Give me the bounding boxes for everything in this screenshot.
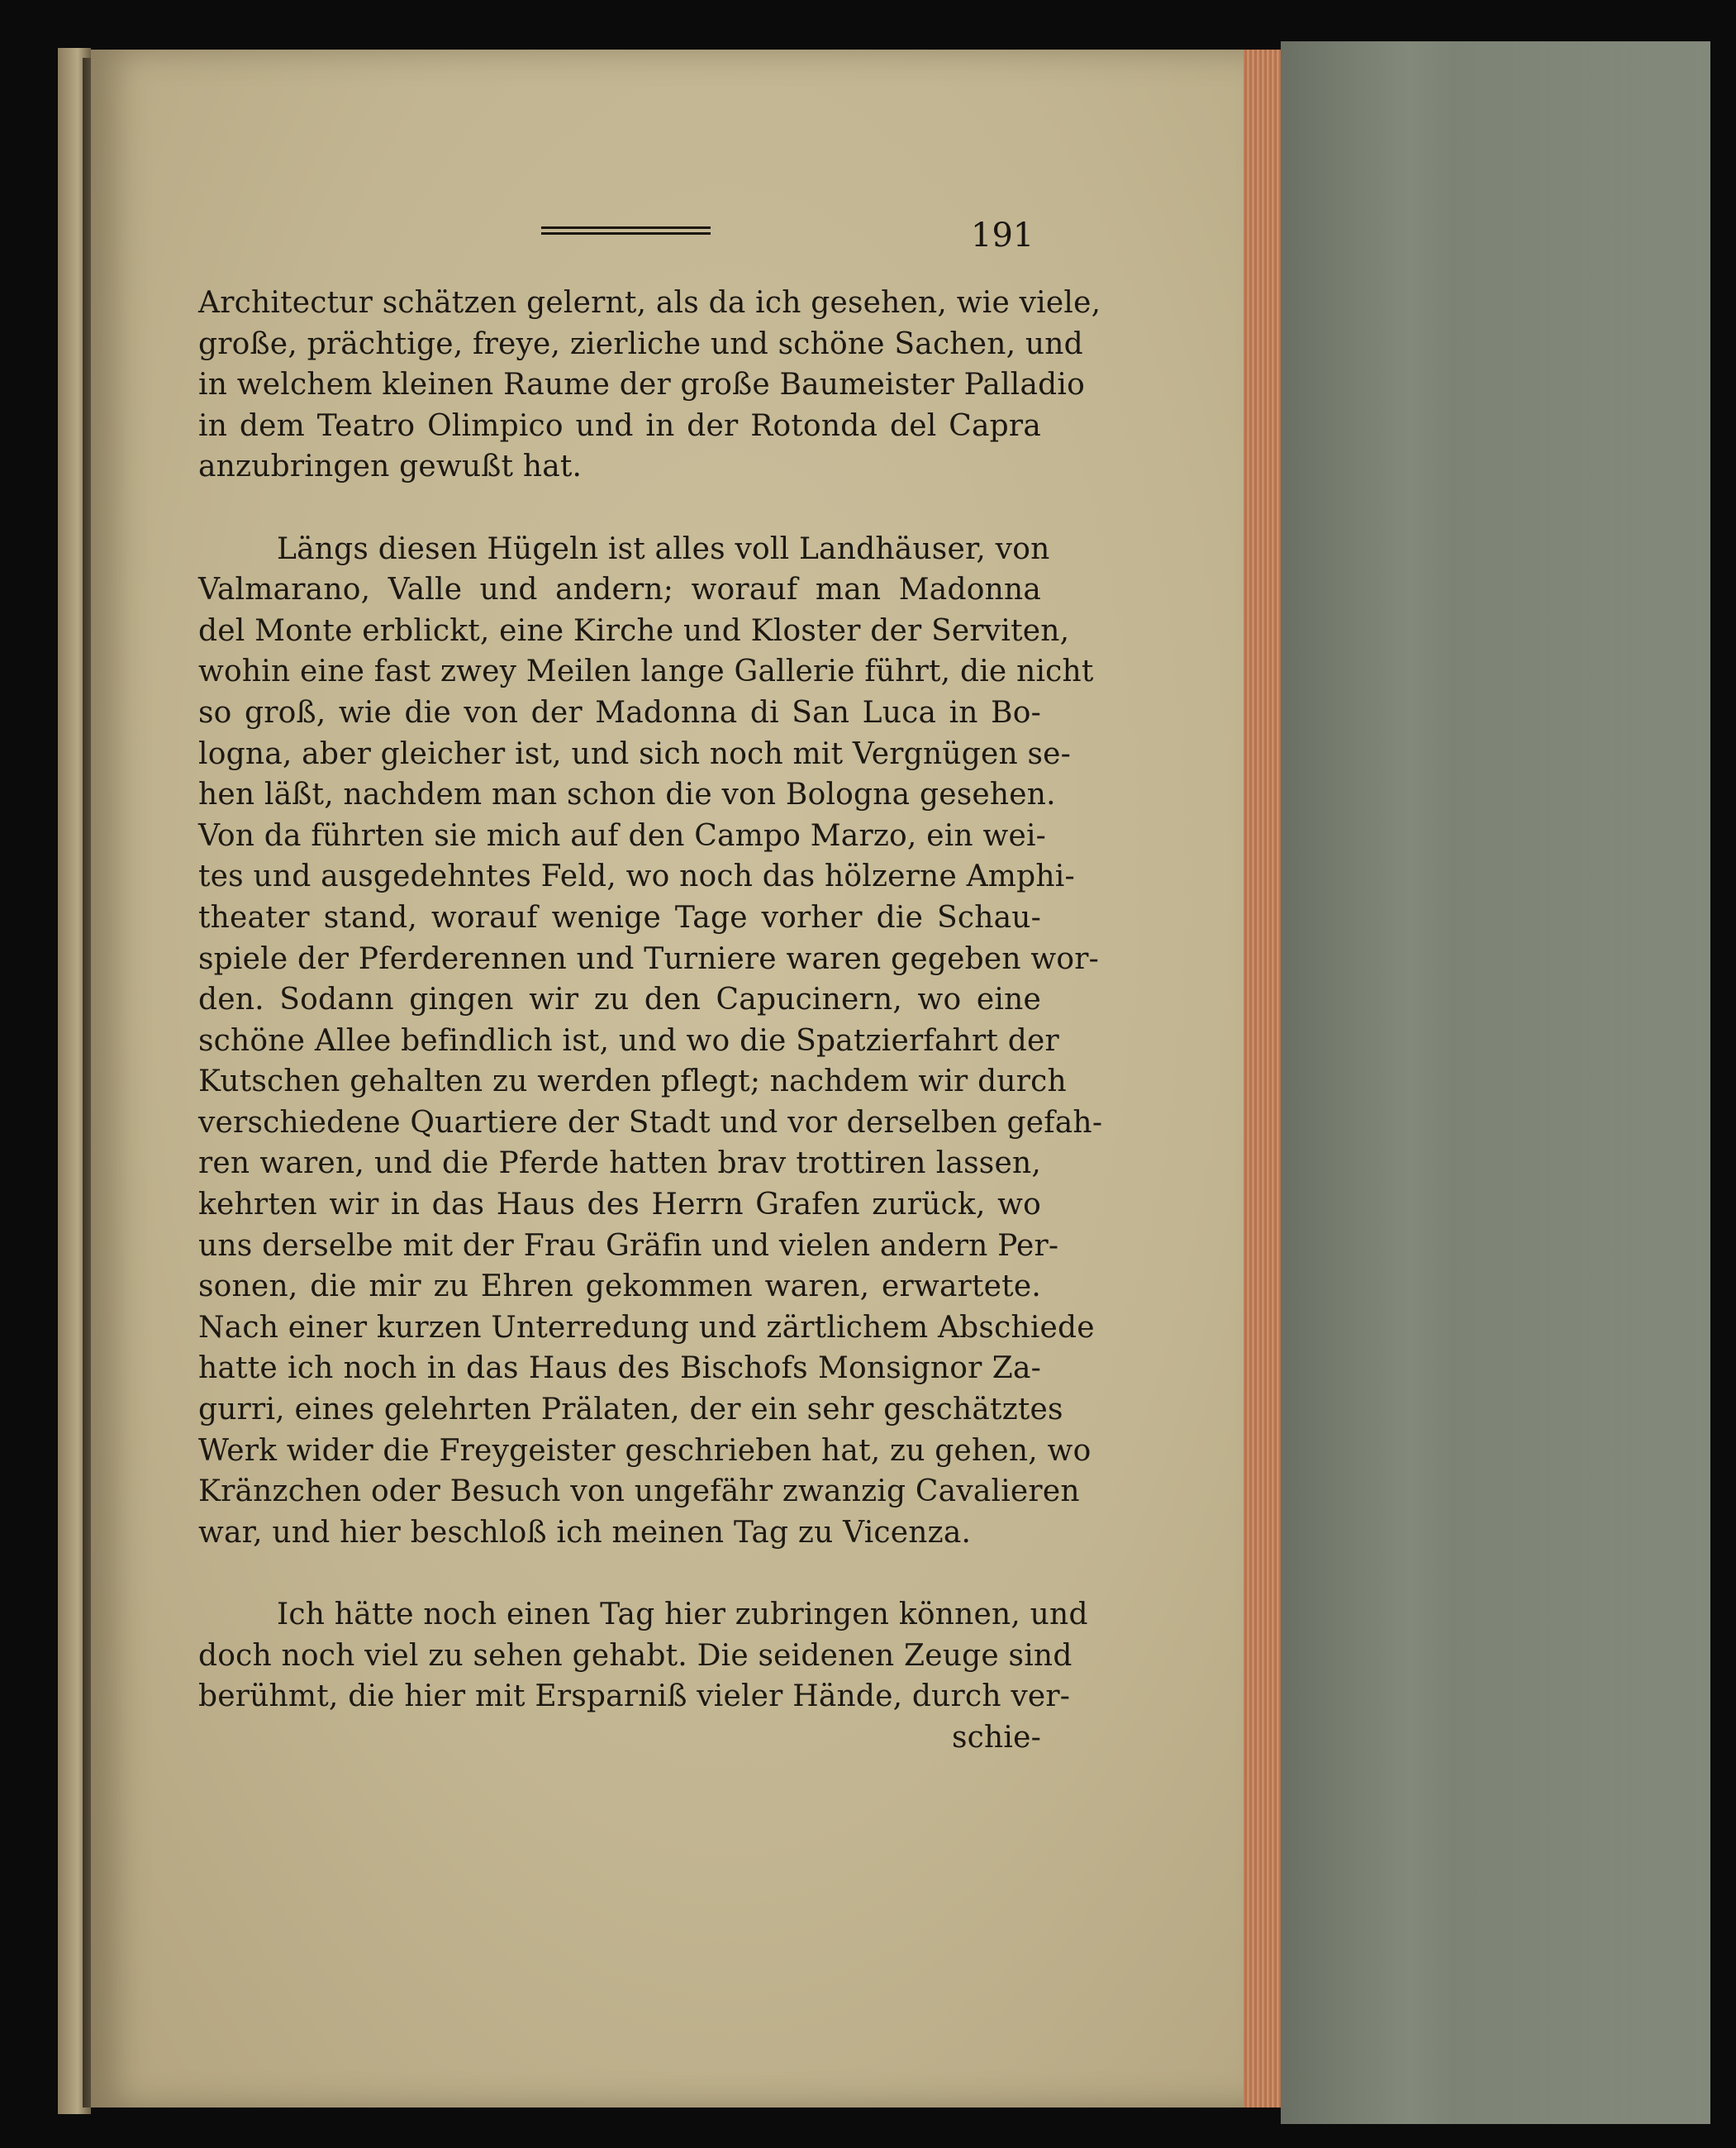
- text-line: Ich hätte noch einen Tag hier zubringen können, und: [277, 1598, 1088, 1631]
- text-line: Werk wider die Freygeister geschrieben hat, zu gehen, wo: [198, 1433, 1092, 1468]
- cover-shadow: [1281, 41, 1710, 2124]
- text-line: Längs diesen Hügeln ist alles voll Landhäuser, von: [277, 531, 1050, 566]
- header-rule: [541, 226, 711, 235]
- text-line: berühmt, die hier mit Ersparniß vieler Hände, durch ver-: [198, 1679, 1071, 1714]
- text-line: anzubringen gewußt hat.: [198, 450, 583, 484]
- text-line: spiele der Pferderennen und Turniere waren gegeben wor-: [198, 941, 1100, 976]
- text-line: Kränzchen oder Besuch von ungefähr zwanzig Cavalieren: [198, 1474, 1080, 1509]
- text-line: große, prächtige, freye, zierliche und schöne Sachen, und: [198, 326, 1083, 361]
- text-line: Nach einer kurzen Unterredung und zärtlichem Abschiede: [198, 1310, 1095, 1345]
- text-line: gurri, eines gelehrten Prälaten, der ein sehr geschätztes: [198, 1393, 1063, 1427]
- text-line: so groß, wie die von der Madonna di San Luca in Bo-: [198, 695, 1041, 730]
- text-line: Architectur schätzen gelernt, als da ich gesehen, wie viele,: [198, 286, 1101, 320]
- text-line: in dem Teatro Olimpico und in der Rotonda del Capra: [198, 408, 1041, 443]
- text-line: Valmarano, Valle und andern; worauf man Madonna: [198, 573, 1041, 607]
- text-line: Von da führten sie mich auf den Campo Marzo, ein wei-: [198, 818, 1047, 853]
- paragraph: [198, 529, 1103, 1554]
- text-line: den. Sodann gingen wir zu den Capucinern, wo eine: [198, 983, 1041, 1017]
- text-line: kehrten wir in das Haus des Herrn Grafen zurück, wo: [198, 1188, 1041, 1222]
- text-line: del Monte erblickt, eine Kirche und Kloster der Serviten,: [198, 613, 1070, 648]
- paragraph: [198, 1594, 1088, 1758]
- text-line: ren waren, und die Pferde hatten brav trottiren lassen,: [198, 1146, 1041, 1181]
- text-line: verschiedene Quartiere der Stadt und vor derselben gefah-: [198, 1105, 1103, 1140]
- text-line: schöne Allee befindlich ist, und wo die Spatzierfahrt der: [198, 1023, 1059, 1058]
- text-line: in welchem kleinen Raume der große Baumeister Palladio: [198, 368, 1086, 402]
- catchword: schie-: [951, 1720, 1041, 1755]
- text-line: hen läßt, nachdem man schon die von Bologna gesehen.: [198, 778, 1056, 812]
- text-line: logna, aber gleicher ist, und sich noch mit Vergnügen se-: [198, 736, 1072, 771]
- text-line: Kutschen gehalten zu werden pflegt; nachdem wir durch: [198, 1064, 1067, 1099]
- text-line: wohin eine fast zwey Meilen lange Gallerie führt, die nicht: [198, 655, 1094, 689]
- paragraph-gap: [198, 488, 1041, 529]
- text-line: hatte ich noch in das Haus des Bischofs Monsignor Za-: [198, 1351, 1041, 1386]
- text-line: tes und ausgedehntes Feld, wo noch das hölzerne Amphi-: [198, 860, 1075, 894]
- text-line: war, und hier beschloß ich meinen Tag zu Vicenza.: [198, 1515, 972, 1550]
- text-line: doch noch viel zu sehen gehabt. Die seidenen Zeuge sind: [198, 1638, 1073, 1673]
- page-number: 191: [971, 217, 1034, 255]
- body-text: [198, 283, 1103, 1758]
- text-line: theater stand, worauf wenige Tage vorher die Schau-: [198, 900, 1041, 935]
- text-line: sonen, die mir zu Ehren gekommen waren, erwartete.: [198, 1269, 1041, 1304]
- page-edges: [1244, 50, 1285, 2108]
- paragraph: [198, 283, 1101, 488]
- text-line: uns derselbe mit der Frau Gräfin und vielen andern Per-: [198, 1228, 1059, 1263]
- paragraph-gap: [198, 1553, 1041, 1594]
